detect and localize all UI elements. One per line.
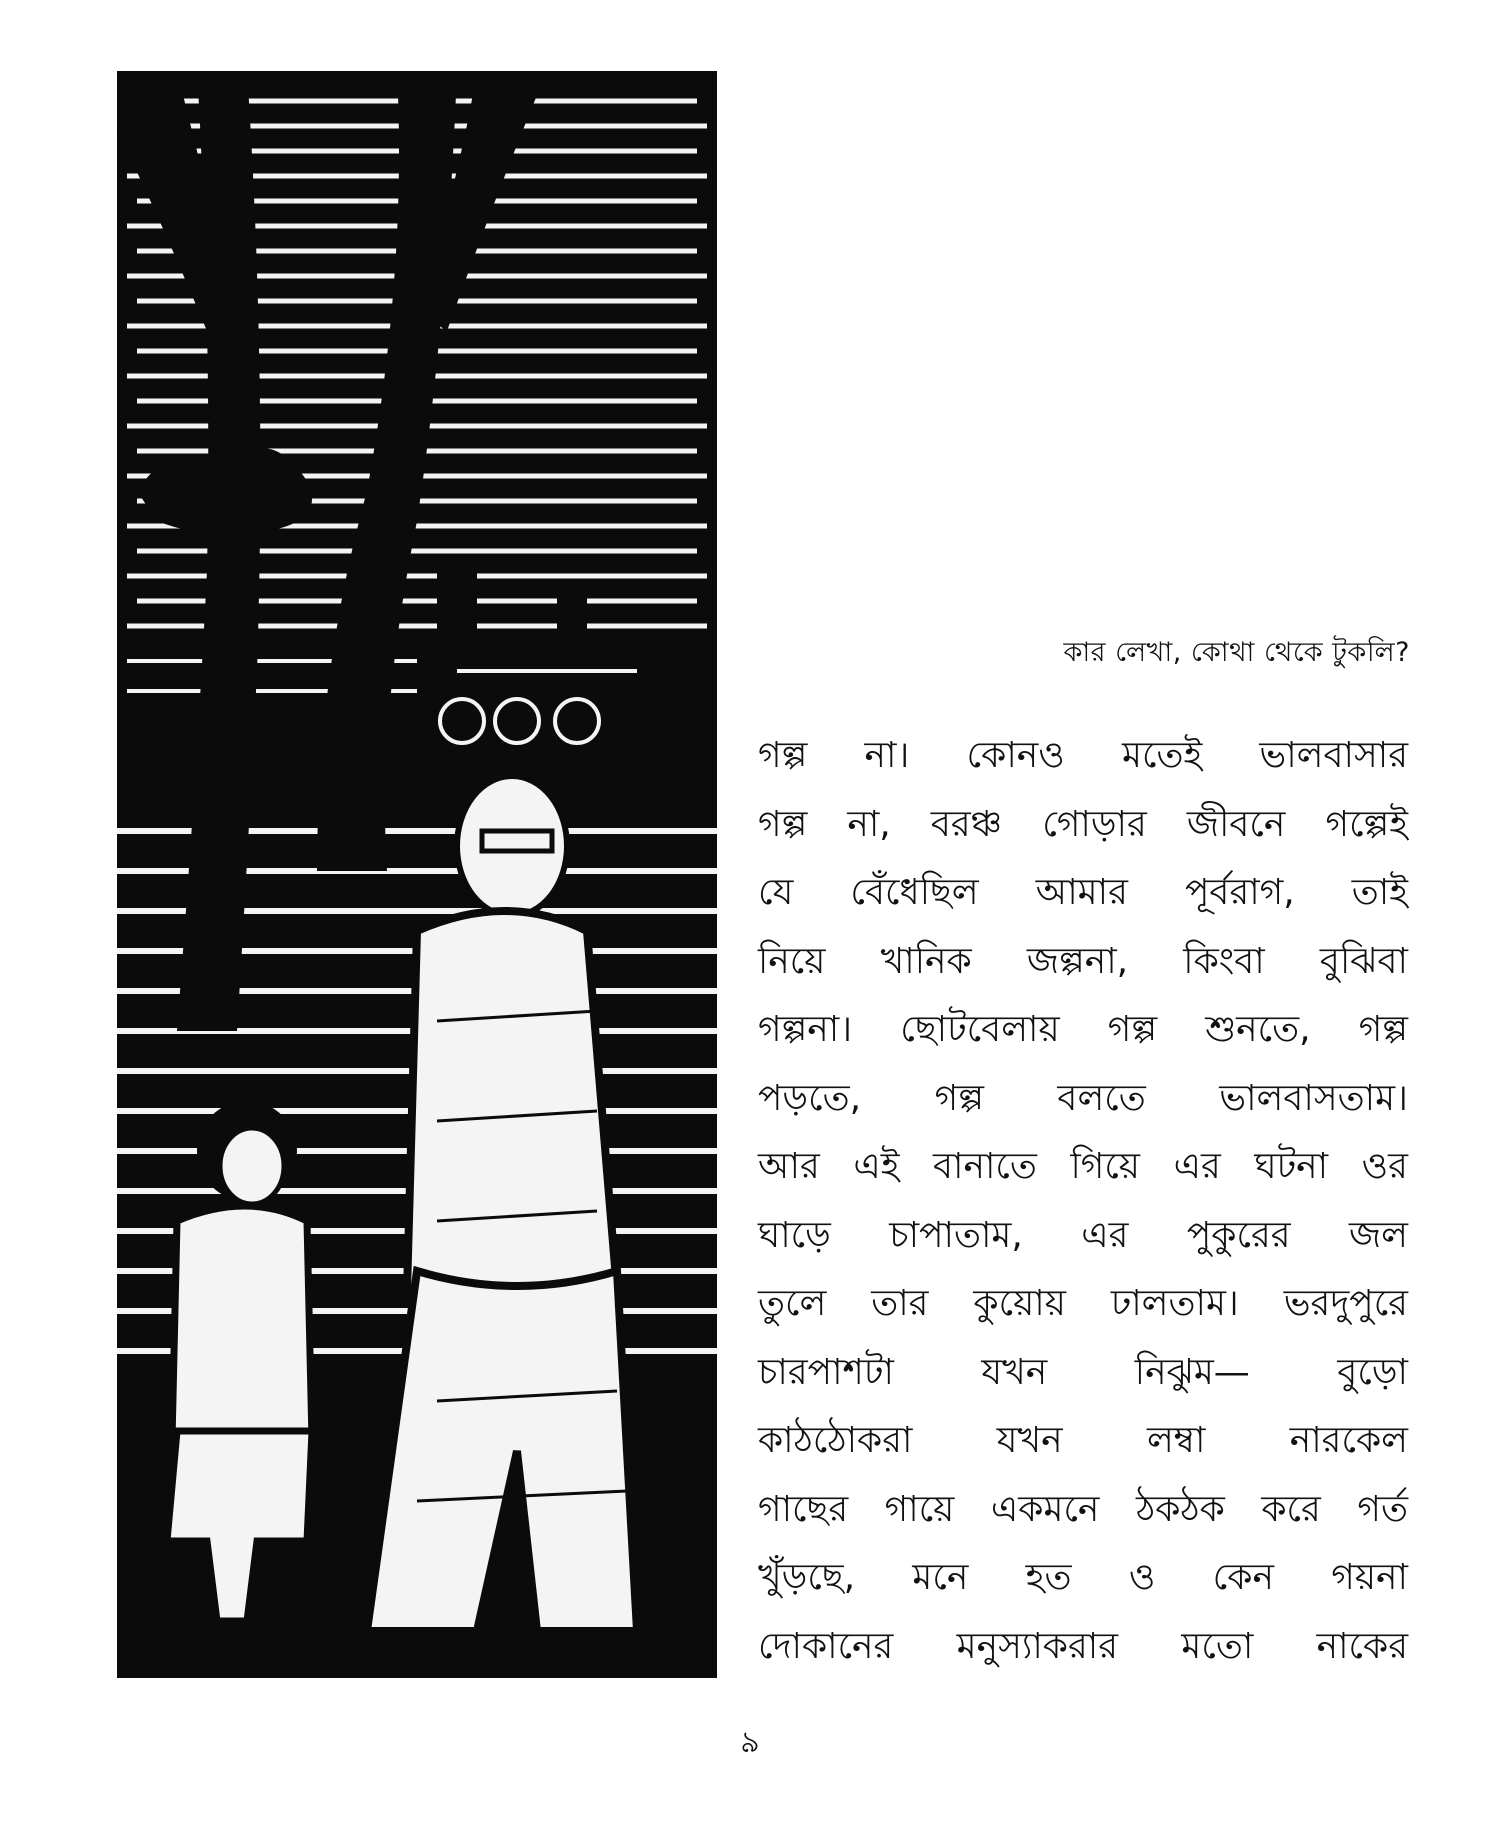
- word: তার: [871, 1283, 929, 1324]
- word: ঠকঠক: [1135, 1488, 1225, 1530]
- word: ভালবাসতাম।: [1219, 1077, 1408, 1119]
- word: বরঞ্চ: [930, 803, 1003, 845]
- word: কুয়োয়: [973, 1283, 1066, 1324]
- word: কোনও: [966, 735, 1065, 776]
- word: যখন: [996, 1420, 1063, 1461]
- word: মতো: [1181, 1625, 1254, 1667]
- word: কিংবা: [1183, 940, 1265, 982]
- word: গায়ে: [884, 1488, 955, 1530]
- text-line: [758, 1133, 1408, 1202]
- word: জীবনে: [1186, 803, 1286, 845]
- word: গল্প: [758, 735, 808, 776]
- woodcut-illustration: [117, 71, 717, 1678]
- text-line: [758, 722, 1408, 791]
- text-line: [758, 996, 1408, 1065]
- word: বানাতে: [933, 1146, 1037, 1187]
- text-line: [758, 1407, 1408, 1476]
- word: আর: [758, 1146, 820, 1187]
- word: গল্প: [934, 1077, 984, 1119]
- word: ছোটবেলায়: [900, 1009, 1060, 1050]
- body-text: [758, 722, 1408, 1681]
- word: চাপাতাম,: [889, 1214, 1023, 1256]
- text-line: [758, 1065, 1408, 1134]
- word: গল্পনা।: [758, 1009, 853, 1050]
- word: বলতে: [1057, 1077, 1146, 1119]
- word: মনে: [912, 1557, 969, 1598]
- word: গল্পেই: [1325, 803, 1408, 845]
- word: না।: [864, 735, 910, 776]
- word: কাঠঠোকরা: [758, 1420, 913, 1461]
- word: গোড়ার: [1042, 803, 1147, 845]
- running-head: কার লেখা, কোথা থেকে টুকলি?: [1063, 637, 1410, 668]
- word: নারকেল: [1289, 1420, 1408, 1461]
- text-line: [758, 1339, 1408, 1408]
- word: মতেই: [1121, 735, 1203, 776]
- word: ঘটনা: [1254, 1146, 1329, 1187]
- text-line: [758, 1613, 1408, 1682]
- word: গাছের: [758, 1488, 849, 1530]
- word: লম্বা: [1146, 1420, 1206, 1461]
- word: বেঁধেছিল: [850, 872, 979, 913]
- word: এর: [1173, 1146, 1221, 1187]
- word: জল: [1348, 1214, 1408, 1256]
- word: জল্পনা,: [1026, 940, 1129, 982]
- text-line: [758, 1202, 1408, 1271]
- page-number: ৯: [740, 1725, 760, 1760]
- text-line: [758, 791, 1408, 860]
- word: চারপাশটা: [758, 1351, 894, 1393]
- word: একমনে: [990, 1488, 1100, 1530]
- word: যখন: [981, 1351, 1048, 1393]
- word: নাকের: [1316, 1625, 1408, 1667]
- word: দোকানের: [758, 1625, 894, 1667]
- word: নিয়ে: [758, 940, 826, 982]
- word: ভালবাসার: [1259, 735, 1408, 776]
- word: পড়তে,: [758, 1077, 862, 1119]
- word: ওর: [1361, 1146, 1408, 1187]
- word: কেন: [1212, 1557, 1274, 1598]
- woodcut-picture: [117, 71, 717, 1678]
- word: মনুস্যাকরার: [956, 1625, 1119, 1667]
- word: পূর্বরাগ,: [1184, 872, 1295, 913]
- text-line: [758, 1476, 1408, 1545]
- word: এর: [1081, 1214, 1129, 1256]
- text-line: [758, 1270, 1408, 1339]
- word: নিঝুম—: [1134, 1351, 1250, 1393]
- word: ঘাড়ে: [758, 1214, 831, 1256]
- word: গয়না: [1331, 1557, 1408, 1598]
- word: এই: [853, 1146, 900, 1187]
- word: বুড়ো: [1337, 1351, 1408, 1393]
- word: গর্ত: [1357, 1488, 1408, 1530]
- text-line: [758, 859, 1408, 928]
- text-line: [758, 1544, 1408, 1613]
- word: তুলে: [758, 1283, 827, 1324]
- word: গল্প: [1358, 1009, 1408, 1050]
- word: ঢালতাম।: [1110, 1283, 1239, 1324]
- word: খুঁড়ছে,: [758, 1557, 856, 1598]
- word: গিয়ে: [1070, 1146, 1141, 1187]
- word: খানিক: [880, 940, 972, 982]
- word: যে: [758, 872, 794, 913]
- word: না,: [847, 803, 891, 845]
- word: হত: [1025, 1557, 1072, 1598]
- word: পুকুরের: [1186, 1214, 1291, 1256]
- word: শুনতে,: [1205, 1009, 1311, 1050]
- word: করে: [1261, 1488, 1321, 1530]
- word: বুঝিবা: [1319, 940, 1408, 982]
- word: গল্প: [1107, 1009, 1158, 1050]
- word: গল্প: [758, 803, 808, 845]
- text-line: [758, 928, 1408, 997]
- word: আমার: [1035, 872, 1128, 913]
- word: ও: [1128, 1557, 1156, 1598]
- word: ভরদুপুরে: [1283, 1283, 1408, 1324]
- word: তাই: [1351, 872, 1408, 913]
